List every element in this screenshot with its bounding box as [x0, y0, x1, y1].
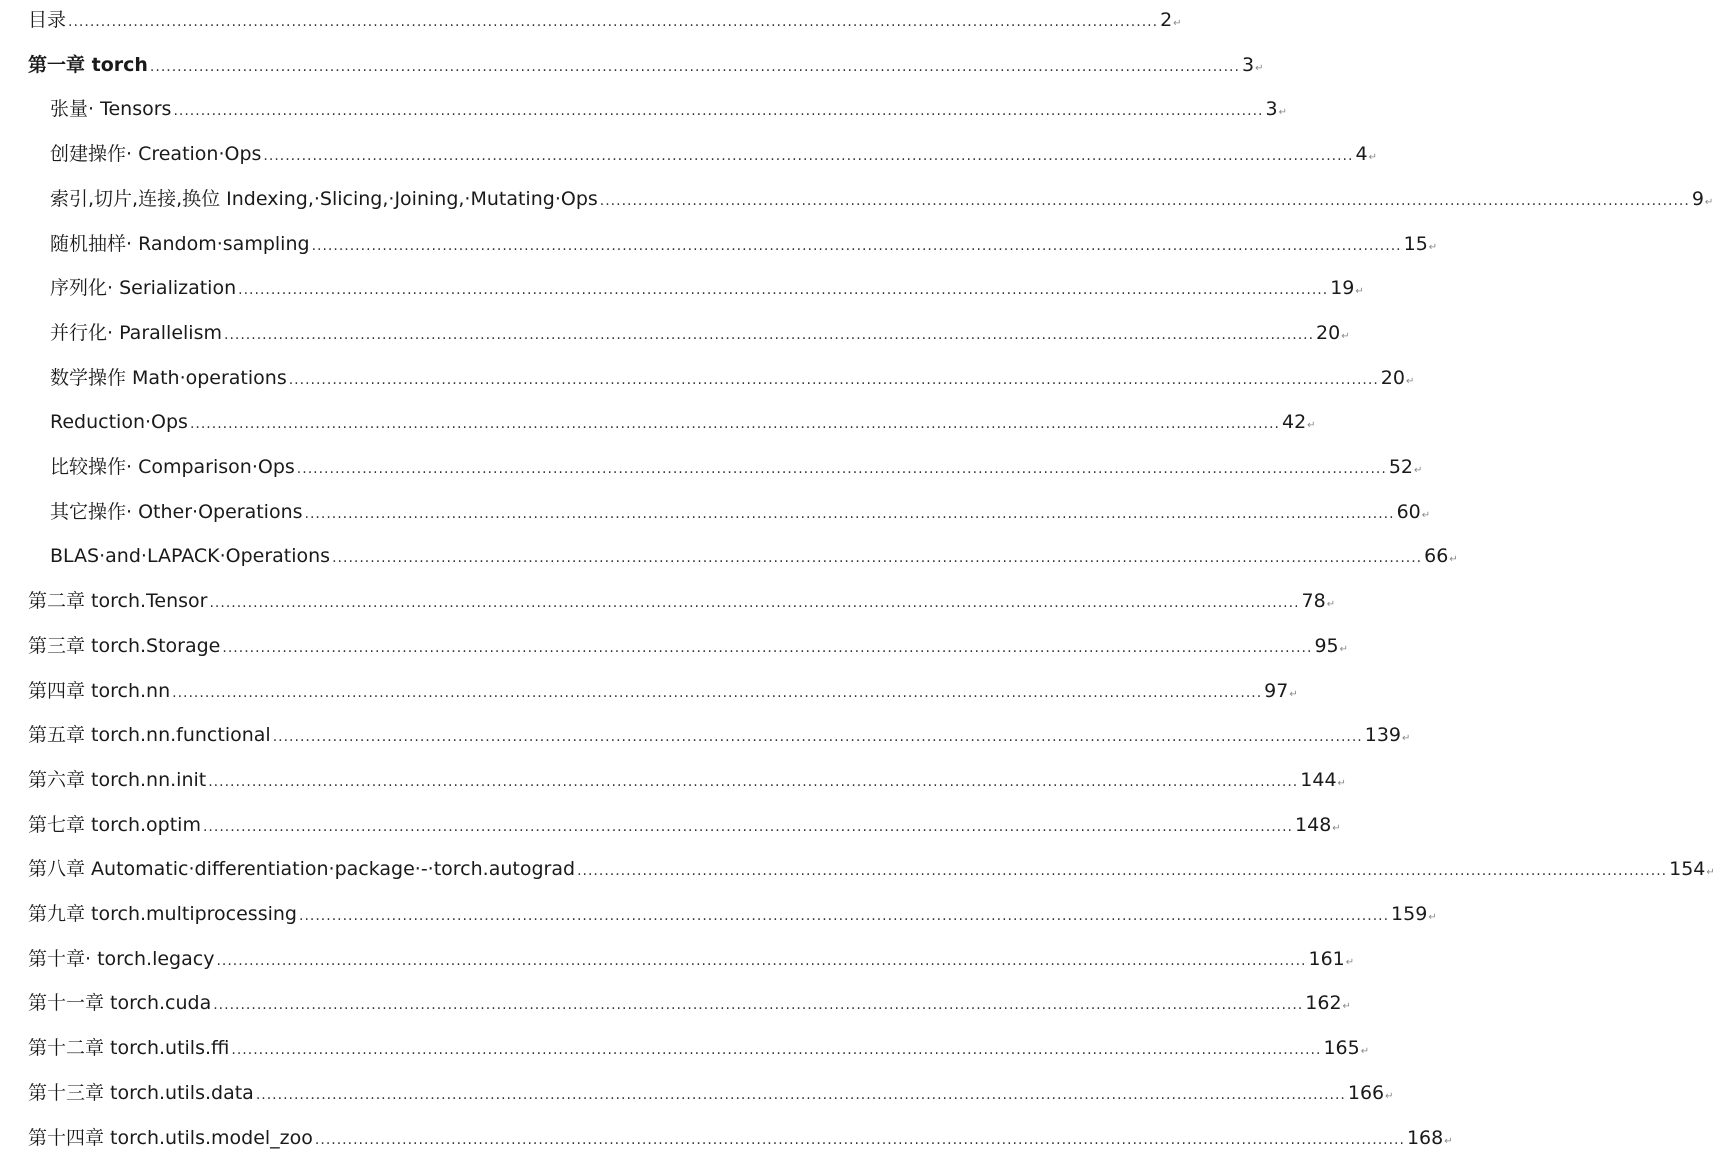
toc-entry-title: 索引,切片,连接,换位 Indexing,·Slicing,·Joining,·Mutating·Ops [50, 187, 598, 210]
toc-entry-title: 张量· Tensors [50, 98, 172, 121]
toc-entry-title: 第十三章 torch.utils.data [28, 1081, 254, 1104]
toc-entry-page-number: 162 [1305, 992, 1342, 1015]
toc-entry[interactable] [50, 497, 1431, 527]
paragraph-mark-icon: ↵ [1339, 643, 1349, 655]
toc-entry-page-number: 161 [1308, 947, 1345, 970]
paragraph-mark-icon: ↵ [1444, 1135, 1453, 1147]
toc-entry[interactable] [28, 810, 1341, 840]
toc-entry-page-number: 9 [1691, 187, 1704, 210]
dot-leader: ........................................................................................................................................................................................................ [208, 773, 1299, 790]
paragraph-mark-icon: ↵ [1368, 152, 1377, 164]
toc-entry-title: 第十四章 torch.utils.model_zoo [28, 1126, 313, 1149]
paragraph-mark-icon: ↵ [1255, 62, 1264, 74]
toc-entry-page-number: 4 [1355, 143, 1368, 166]
paragraph-mark-icon: ↵ [1345, 956, 1355, 968]
dot-leader: ........................................................................................................................................................................................................ [68, 14, 1159, 30]
toc-entry-title: 第六章 torch.nn.init [28, 768, 207, 791]
dot-leader: ........................................................................................................................................................................................................ [304, 505, 1395, 522]
paragraph-mark-icon: ↵ [1307, 420, 1316, 432]
dot-leader: ........................................................................................................................................................................................................ [599, 192, 1690, 209]
toc-entry[interactable] [28, 988, 1351, 1018]
dot-leader: ........................................................................................................................................................................................................ [172, 684, 1263, 701]
toc-entry[interactable] [50, 184, 1714, 214]
toc-entry[interactable] [28, 899, 1437, 929]
toc-entry-page-number: 20 [1380, 366, 1405, 389]
toc-entry-page-number: 60 [1396, 500, 1421, 523]
dot-leader: ........................................................................................................................................................................................................ [224, 326, 1315, 343]
toc-entry[interactable] [28, 765, 1346, 795]
toc-entry[interactable] [28, 1123, 1453, 1153]
dot-leader: ........................................................................................................................................................................................................ [189, 416, 1280, 433]
toc-entry-title: 序列化· Serialization [50, 277, 237, 300]
dot-leader: ........................................................................................................................................................................................................ [332, 550, 1423, 567]
toc-entry-page-number: 52 [1388, 456, 1414, 478]
toc-entry-title: 第八章 Automatic·differentiation·package·-·torch.autograd [28, 858, 576, 881]
dot-leader: ........................................................................................................................................................................................................ [213, 997, 1304, 1014]
dot-leader: ........................................................................................................................................................................................................ [216, 952, 1307, 969]
paragraph-mark-icon: ↵ [1326, 599, 1336, 611]
toc-entry-title: 第九章 torch.multiprocessing [28, 903, 297, 925]
dot-leader: ........................................................................................................................................................................................................ [149, 58, 1240, 75]
toc-entry-title: 第一章 torch [28, 53, 148, 76]
paragraph-mark-icon: ↵ [1421, 509, 1431, 521]
toc-entry-title: 第十二章 torch.utils.ffi [28, 1037, 230, 1060]
paragraph-mark-icon: ↵ [1385, 1090, 1394, 1102]
dot-leader: ........................................................................................................................................................................................................ [255, 1086, 1346, 1103]
toc-entry-page-number: 15 [1403, 232, 1428, 255]
toc-entry-page-number: 97 [1264, 679, 1289, 702]
paragraph-mark-icon: ↵ [1428, 241, 1438, 253]
toc-entry-page-number: 95 [1314, 634, 1339, 657]
toc-entry-title: 第十章· torch.legacy [28, 947, 215, 970]
toc-entry-title: 数学操作 Math·operations [50, 366, 287, 389]
toc-entry[interactable] [50, 407, 1316, 437]
paragraph-mark-icon: ↵ [1405, 375, 1415, 387]
paragraph-mark-icon: ↵ [1342, 1001, 1351, 1013]
toc-entry-title: 第三章 torch.Storage [28, 634, 221, 657]
paragraph-mark-icon: ↵ [1289, 688, 1298, 700]
paragraph-mark-icon: ↵ [1173, 18, 1182, 29]
toc-entry-page-number: 2 [1160, 9, 1173, 31]
dot-leader: ........................................................................................................................................................................................................ [577, 863, 1668, 880]
toc-entry[interactable] [28, 586, 1336, 616]
paragraph-mark-icon: ↵ [1278, 107, 1287, 119]
paragraph-mark-icon: ↵ [1332, 822, 1341, 834]
toc-entry-title: 随机抽样· Random·sampling [50, 232, 310, 255]
toc-entry[interactable] [28, 944, 1355, 974]
toc-entry[interactable] [28, 5, 1182, 35]
paragraph-mark-icon: ↵ [1428, 912, 1437, 923]
toc-entry-page-number: 165 [1323, 1037, 1360, 1060]
toc-entry-page-number: 144 [1300, 768, 1337, 791]
dot-leader: ........................................................................................................................................................................................................ [222, 639, 1313, 656]
dot-leader: ........................................................................................................................................................................................................ [209, 595, 1300, 612]
dot-leader: ........................................................................................................................................................................................................ [314, 1131, 1405, 1148]
toc-entry[interactable] [50, 229, 1438, 259]
dot-leader: ........................................................................................................................................................................................................ [288, 371, 1379, 388]
dot-leader: ........................................................................................................................................................................................................ [202, 818, 1294, 835]
toc-entry[interactable] [28, 676, 1298, 706]
toc-entry-title: 创建操作· Creation·Ops [50, 143, 262, 166]
toc-entry-page-number: 159 [1391, 903, 1428, 925]
toc-entry[interactable] [50, 452, 1423, 482]
paragraph-mark-icon: ↵ [1337, 777, 1346, 789]
paragraph-mark-icon: ↵ [1402, 733, 1411, 745]
paragraph-mark-icon: ↵ [1360, 1046, 1370, 1058]
toc-entry[interactable] [28, 1033, 1370, 1063]
toc-entry-title: 目录 [28, 9, 67, 31]
toc-entry-title: 比较操作· Comparison·Ops [50, 456, 295, 478]
toc-entry[interactable] [50, 363, 1415, 393]
dot-leader: ........................................................................................................................................................................................................ [231, 1042, 1322, 1059]
toc-entry-title: BLAS·and·LAPACK·Operations [50, 545, 331, 568]
paragraph-mark-icon: ↵ [1355, 286, 1364, 298]
toc-entry-title: Reduction·Ops [50, 411, 188, 434]
toc-entry[interactable] [50, 318, 1350, 348]
toc-entry-page-number: 3 [1265, 98, 1278, 121]
dot-leader: ........................................................................................................................................................................................................ [311, 237, 1402, 254]
toc-entry-page-number: 78 [1301, 590, 1326, 613]
toc-entry[interactable] [50, 273, 1364, 303]
dot-leader: ........................................................................................................................................................................................................ [238, 282, 1329, 299]
paragraph-mark-icon: ↵ [1449, 554, 1458, 566]
toc-entry[interactable] [28, 631, 1349, 661]
toc-entry-title: 第四章 torch.nn [28, 679, 171, 702]
dot-leader: ........................................................................................................................................................................................................ [296, 461, 1387, 477]
toc-entry-title: 并行化· Parallelism [50, 321, 222, 344]
toc-entry-page-number: 166 [1347, 1081, 1385, 1104]
toc-entry-title: 第五章 torch.nn.functional [28, 724, 271, 747]
toc-entry-page-number: 139 [1364, 724, 1402, 747]
toc-entry[interactable] [28, 1078, 1394, 1108]
toc-entry-page-number: 19 [1330, 277, 1355, 300]
paragraph-mark-icon: ↵ [1341, 330, 1350, 342]
dot-leader: ........................................................................................................................................................................................................ [263, 148, 1354, 165]
toc-entry[interactable] [50, 94, 1287, 124]
toc-entry[interactable] [50, 139, 1377, 169]
toc-entry-page-number: 148 [1295, 813, 1332, 836]
toc-entry[interactable] [28, 50, 1264, 80]
toc-entry-title: 第二章 torch.Tensor [28, 590, 208, 613]
paragraph-mark-icon: ↵ [1414, 465, 1423, 476]
toc-entry[interactable] [28, 720, 1411, 750]
toc-entry-title: 第七章 torch.optim [28, 813, 201, 836]
toc-entry-page-number: 42 [1281, 411, 1307, 434]
toc-entry-page-number: 66 [1424, 545, 1449, 568]
toc-entry[interactable] [28, 854, 1715, 884]
dot-leader: ........................................................................................................................................................................................................ [299, 908, 1390, 924]
toc-entry-page-number: 20 [1316, 321, 1341, 344]
dot-leader: ........................................................................................................................................................................................................ [173, 103, 1264, 120]
paragraph-mark-icon: ↵ [1704, 196, 1714, 208]
toc-entry-title: 第十一章 torch.cuda [28, 992, 212, 1015]
toc-entry-title: 其它操作· Other·Operations [50, 500, 303, 523]
toc-entry-page-number: 3 [1241, 53, 1255, 76]
paragraph-mark-icon: ↵ [1706, 867, 1715, 879]
toc-entry[interactable] [50, 541, 1458, 571]
toc-entry-page-number: 168 [1406, 1126, 1444, 1149]
dot-leader: ........................................................................................................................................................................................................ [272, 729, 1363, 746]
toc-entry-page-number: 154 [1669, 858, 1706, 881]
